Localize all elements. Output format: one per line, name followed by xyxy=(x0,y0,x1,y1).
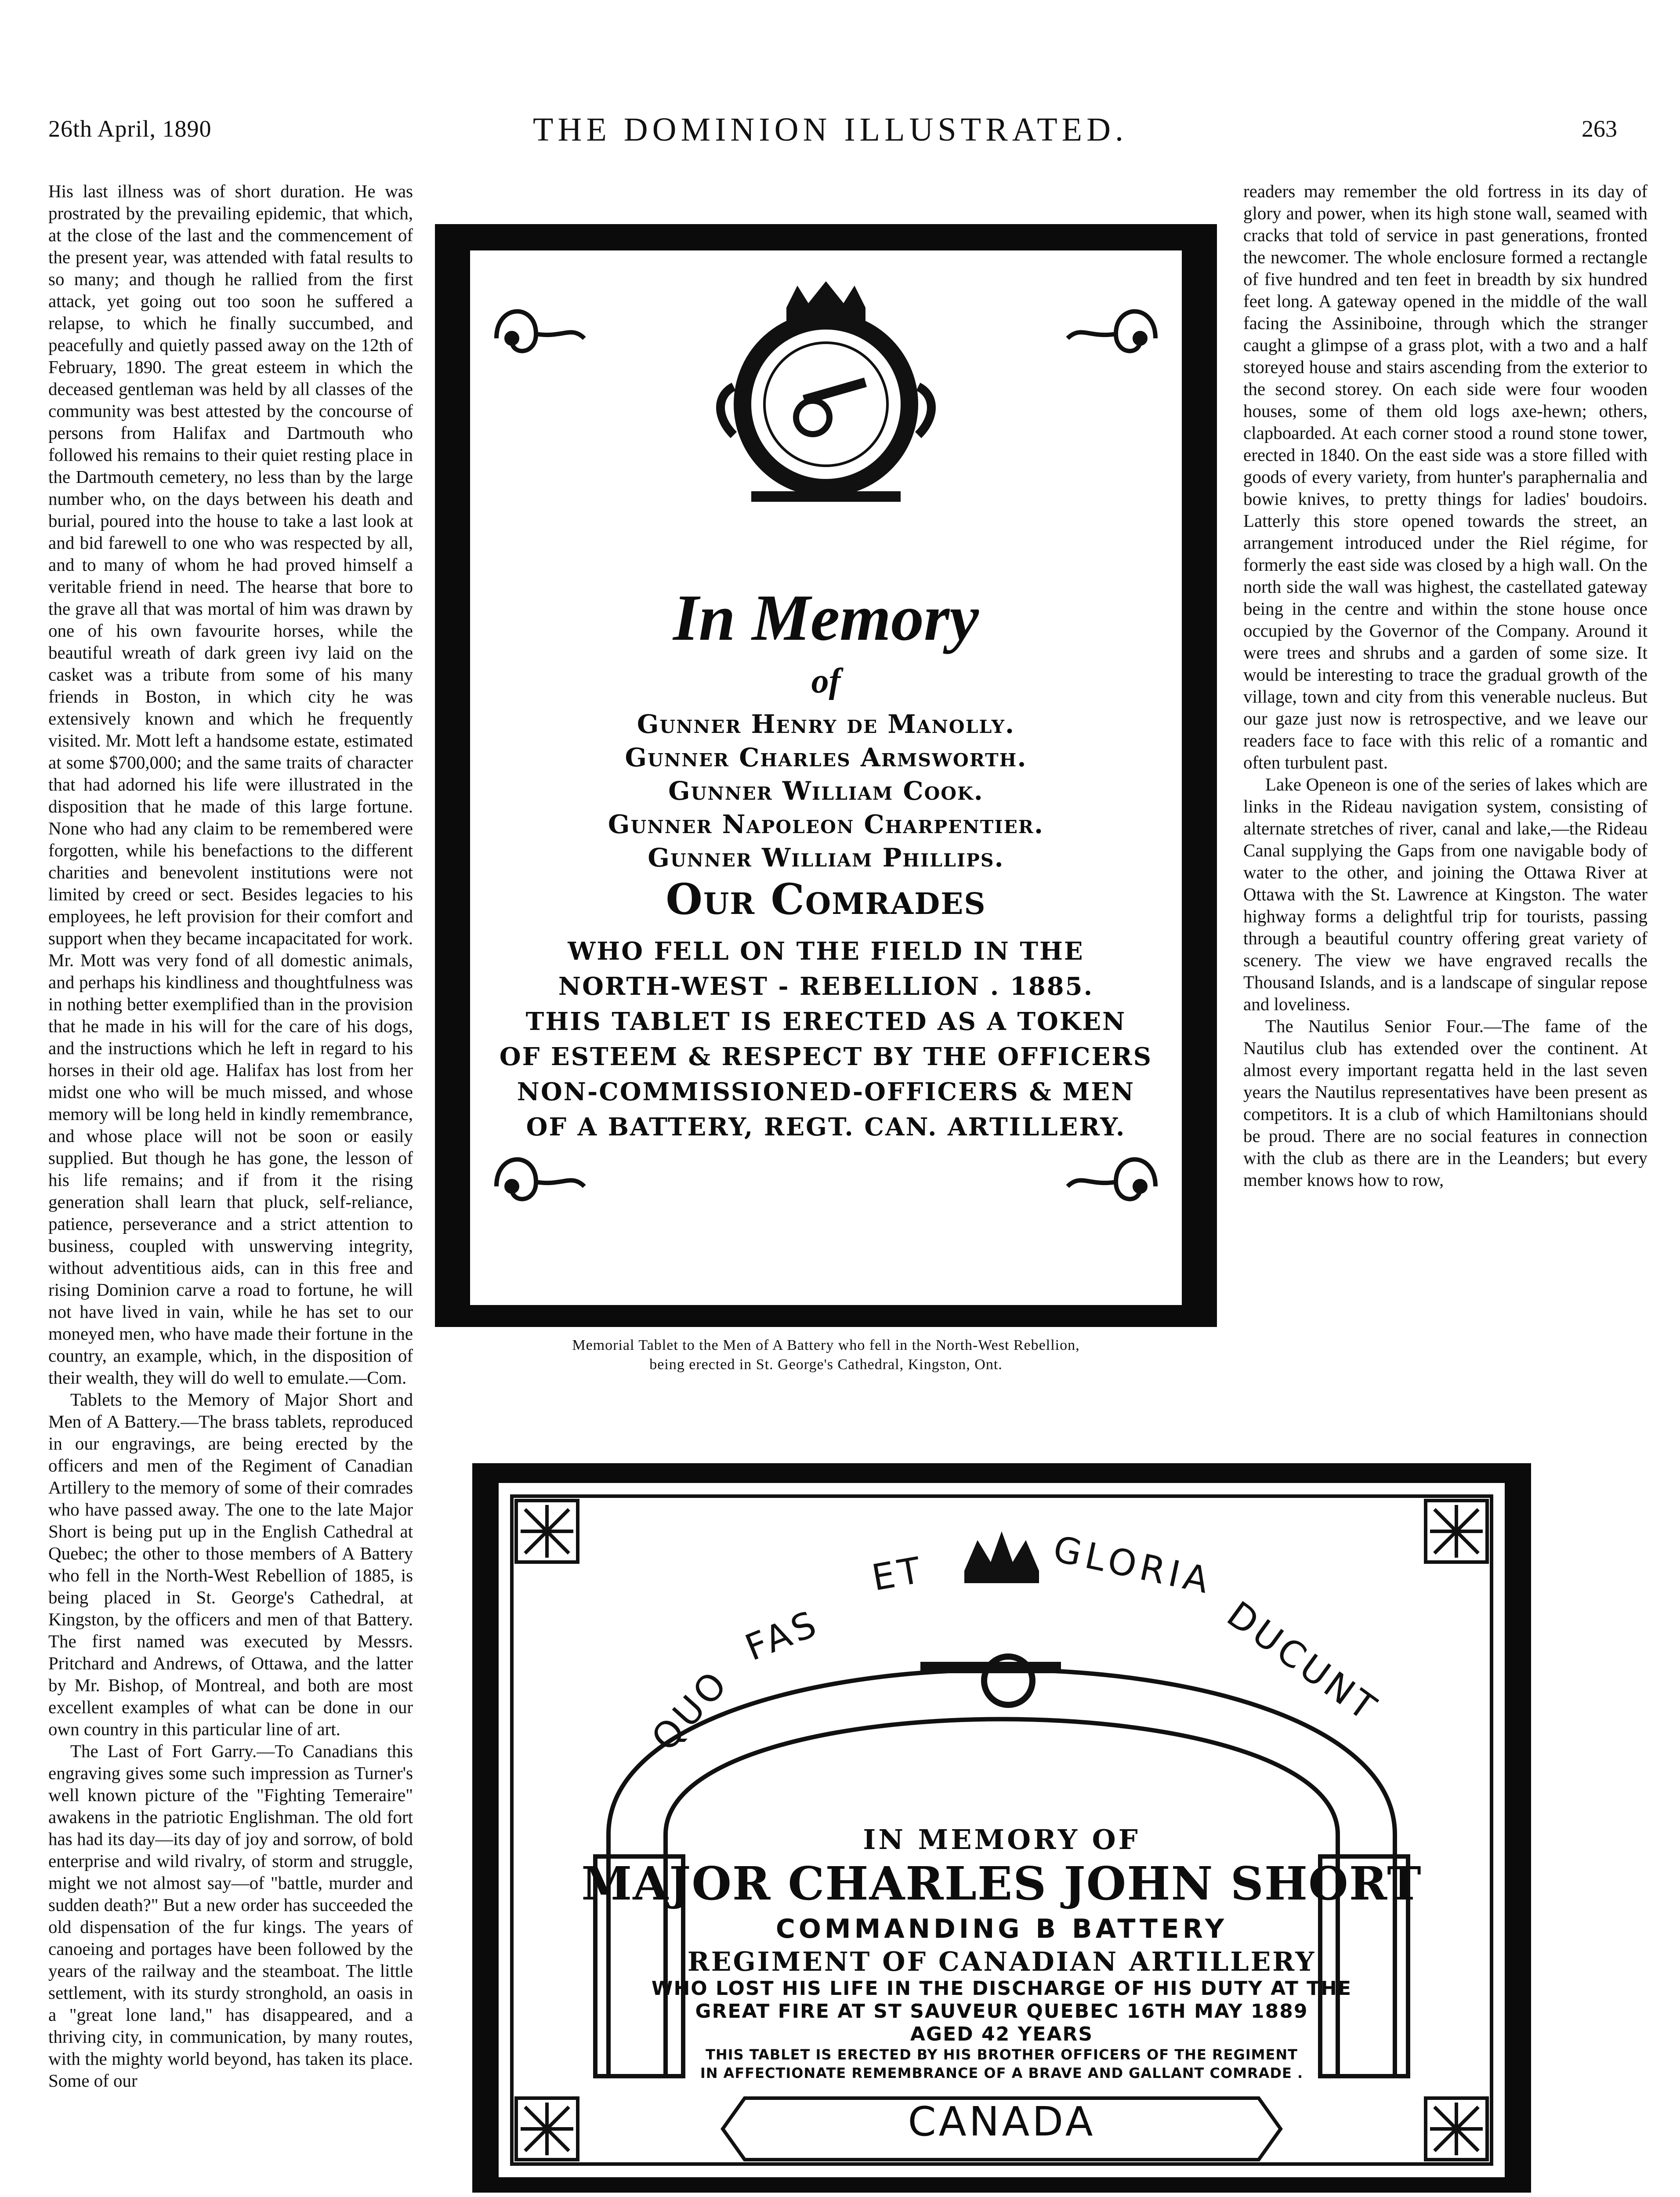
plate1-of: of xyxy=(811,662,841,700)
caption-line: Memorial Tablet to the Men of A Battery who fell in the North-West Rebellion, xyxy=(572,1337,1080,1353)
page-number: 263 xyxy=(1582,116,1617,142)
gunner-name: Gunner Charles Armsworth. xyxy=(625,743,1027,772)
plate1-in-memory: In Memory xyxy=(673,581,979,654)
crown-and-gun-icon xyxy=(920,1531,1061,1705)
motto-word: FAS xyxy=(739,1602,826,1669)
plate2-regiment: REGIMENT OF CANADIAN ARTILLERY xyxy=(687,1947,1316,1977)
gunner-name: Gunner Napoleon Charpentier. xyxy=(608,809,1044,839)
corner-scroll-top-left-icon xyxy=(496,312,584,351)
plate1-inscription xyxy=(470,934,1182,1145)
gunner-name: Gunner Henry de Manolly. xyxy=(637,709,1015,739)
corner-scroll-top-right-icon xyxy=(1068,312,1155,351)
plate2-circumstances xyxy=(499,1977,1505,2046)
inscription-line: OF A BATTERY, REGT. CAN. ARTILLERY. xyxy=(526,1113,1126,1142)
plate1-caption xyxy=(439,1336,1213,1374)
motto-word: QUO xyxy=(643,1661,738,1759)
page-header xyxy=(0,111,1680,155)
paragraph-nautilus: The Nautilus Senior Four.—The fame of the Nautilus club has extended over the continent. At almost every important regatta held in the last seven years the Nautilus representatives have been present as competitors. It is a club of which Hamiltonians should be proud. There are no social features in connection with the club as there are in the Leanders; but every member knows how to row, xyxy=(1243,1016,1647,1190)
inscription-line: GREAT FIRE AT ST SAUVEUR QUEBEC 16TH MAY 1889 xyxy=(695,2000,1308,2023)
inscription-line: OF ESTEEM & RESPECT BY THE OFFICERS xyxy=(499,1042,1153,1071)
inscription-line: WHO FELL ON THE FIELD IN THE xyxy=(568,937,1084,966)
inscription-line: IN AFFECTIONATE REMEMBRANCE OF A BRAVE AND GALLANT COMRADE . xyxy=(700,2065,1303,2081)
plate2-command: COMMANDING B BATTERY xyxy=(775,1914,1228,1944)
paragraph-mott-obituary: His last illness was of short duration. He was prostrated by the prevailing epidemic, that which, at the close of the last and the commencement of the present year, was attended with fatal results to so many; and though he rallied from the first attack, yet going out too soon he suffered a relapse, to which he finally succumbed, and peacefully and quietly passed away on the 12th of February, 1890. The great esteem in which the deceased gentleman was held by all classes of the community was best attested by the concourse of persons from Halifax and Dartmouth who followed his remains to their quiet resting place in the Dartmouth cemetery, no less than by the large number who, on the days between his death and burial, poured into the house to take a last look at and bid farewell to one who was respected by all, and to many of whom he had proved himself a veritable friend in need. The hearse that bore to the grave all that was mortal of him was drawn by one of his own favourite horses, while the beautiful wreath of dark green ivy laid on the casket was a tribute from some of his many friends in Boston, in which city he was extensively known and which he frequently visited. Mr. Mott left a handsome estate, estimated at some $700,000; and the same traits of character that had adorned his life were illustrated in the disposition that he made of this large fortune. None who had any claim to be remembered were forgotten, while his benefactions to the different charities and benevolent institutions were not limited by creed or sect. Besides legacies to his employees, he left provision for their comfort and support when they became incapacitated for work. Mr. Mott was very fond of all domestic animals, and perhaps his kindliness and thoughtfulness was in nothing better exemplified than in the provision that he made in his will for the care of his dogs, and the instructions which he left in regard to his horses in their old age. Halifax has lost from her midst one who will be much missed, and whose memory will be long held in kindly remembrance, and whose place will not be soon or easily supplied. But though he has gone, the lesson of his life remains; and if from it the rising generation shall learn that pluck, self-reliance, patience, perseverance and a strict attention to business, coupled with unswerving integrity, without adventitious aids, can in this free and rising Dominion carve a road to fortune, he will not have lived in vain, while he has set to our moneyed men, who have made their fortune in the country, an example, which, in the disposition of their wealth, they will do well to emulate.—Com. xyxy=(48,181,413,1388)
paragraph-lake-openeon: Lake Openeon is one of the series of lakes which are links in the Rideau navigation system, consisting of alternate stretches of river, canal and lake,—the Rideau Canal supplying the Gaps from one navigable body of water to the other, and joining the Ottawa River at Ottawa with the St. Lawrence at Kingston. The water highway forms a delightful trip for tourists, passing through a beautiful country offering great variety of scenery. The view we have engraved recalls the Thousand Islands, and is a landscape of singular repose and loveliness. xyxy=(1243,774,1647,1014)
corner-scroll-bottom-right-icon xyxy=(1068,1160,1155,1199)
plate2-name: MAJOR CHARLES JOHN SHORT xyxy=(581,1856,1422,1911)
inscription-line: WHO LOST HIS LIFE IN THE DISCHARGE OF HIS DUTY AT THE xyxy=(651,1977,1352,2000)
plate2-dedication xyxy=(499,2045,1505,2082)
corner-scroll-bottom-left-icon xyxy=(496,1160,584,1199)
paragraph-tablets: Tablets to the Memory of Major Short and Men of A Battery.—The brass tablets, reproduced in our engravings, are being erected by the officers and men of the Regiment of Canadian Artillery to the memory of some of their comrades who have passed away. The one to the late Major Short is being put up in the English Cathedral at Quebec; the other to those members of A Battery who fell in the North-West Rebellion of 1885, is being placed in St. George's Cathedral, at Kingston, by the officers and men of that Battery. The first named was executed by Messrs. Pritchard and Andrews, of Ottawa, and the latter by Mr. Bishop, of Montreal, and both are most excellent examples of what can be done in our own country in this particular line of art. xyxy=(48,1389,413,1739)
plate1-our-comrades: Our Comrades xyxy=(666,874,986,924)
inscription-line: AGED 42 YEARS xyxy=(910,2023,1093,2045)
left-text-column xyxy=(48,180,413,2197)
inscription-line: NORTH-WEST - REBELLION . 1885. xyxy=(558,972,1094,1001)
inscription-line: NON-COMMISSIONED-OFFICERS & MEN xyxy=(517,1077,1135,1106)
issue-date: 26th April, 1890 xyxy=(48,116,212,142)
plate2-in-memory: IN MEMORY OF xyxy=(863,1824,1141,1856)
gunner-name: Gunner William Phillips. xyxy=(648,843,1004,873)
plate2-tablet xyxy=(499,1483,1505,2177)
right-text-column xyxy=(1243,180,1647,1367)
plate1-gunner-list xyxy=(470,707,1182,874)
gunner-name: Gunner William Cook. xyxy=(668,776,984,806)
paragraph-fort-garry: The Last of Fort Garry.—To Canadians this engraving gives some such impression as Turner's well known picture of the "Fighting Temeraire" awakens in the patriotic Englishman. The old fort has had its day—its day of joy and sorrow, of bold enterprise and wild rivalry, of storm and struggle, might we not almost say—of "battle, murder and sudden death?" But a new order has succeeded the old dispensation of the fur kings. The years of canoeing and portages have been followed by the years of the railway and the steamboat. The little settlement, with its sturdy stronghold, an oasis in a "great lone land," has disappeared, and a thriving city, in communication, by many routes, with the mighty world beyond, has taken its place. Some of our xyxy=(48,1741,413,2091)
motto-word: GLORIA xyxy=(1050,1528,1217,1603)
plate2-banner: CANADA xyxy=(908,2098,1096,2145)
artillery-badge-icon xyxy=(721,281,931,497)
inscription-line: THIS TABLET IS ERECTED BY HIS BROTHER OFFICERS OF THE REGIMENT xyxy=(706,2046,1298,2063)
plate1-tablet xyxy=(470,250,1182,1305)
caption-line: being erected in St. George's Cathedral, Kingston, Ont. xyxy=(649,1356,1003,1373)
paragraph-fort-garry-continued: readers may remember the old fortress in its day of glory and power, when its high stone wall, seamed with cracks that told of service in past generations, fronted the newcomer. The whole enclosure formed a rectangle of five hundred and ten feet in breadth by six hundred feet long. A gateway opened in the middle of the wall facing the Assiniboine, through which the stranger caught a glimpse of a grass plot, with a two and a half storeyed house and stairs ascending from the exterior to the second storey. On each side were four wooden houses, some of them old logs axe-hewn; others, clapboarded. At each corner stood a round stone tower, erected in 1840. On the east side was a store filled with goods of every variety, from hunter's paraphernalia and bowie knives, to pretty things for ladies' boudoirs. Latterly this store opened towards the street, an arrangement introduced under the Riel régime, for formerly the east side was closed by a high wall. On the north side the wall was highest, the castellated gateway being in the centre and within the stone house once occupied by the Governor of the Company. Around it were trees and shrubs and a garden of some size. It would be interesting to trace the gradual growth of the village, town and city from this venerable nucleus. But our gaze just now is retrospective, and we leave our readers face to face with this relic of a romantic and often turbulent past. xyxy=(1243,181,1647,772)
motto-word: ET xyxy=(869,1549,927,1599)
inscription-line: THIS TABLET IS ERECTED AS A TOKEN xyxy=(525,1007,1126,1036)
motto-word: DUCUNT xyxy=(1219,1593,1386,1731)
masthead-title: THE DOMINION ILLUSTRATED. xyxy=(533,111,1128,148)
